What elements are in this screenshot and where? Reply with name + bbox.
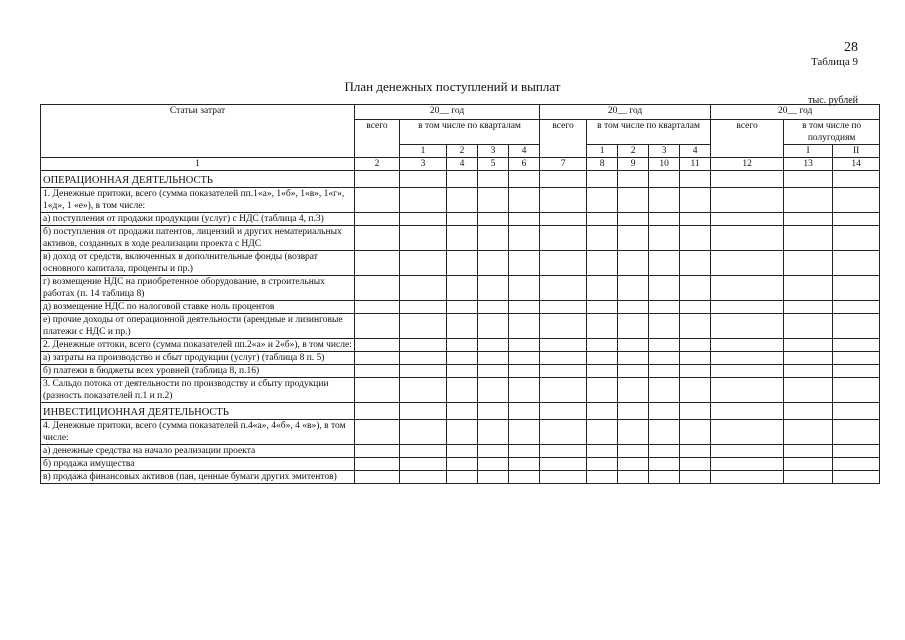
value-cell <box>478 171 509 188</box>
value-cell <box>649 339 680 352</box>
value-cell <box>680 471 711 484</box>
value-cell <box>400 420 447 445</box>
value-cell <box>447 365 478 378</box>
row-label: б) продажа имущества <box>41 458 355 471</box>
row-label: а) поступления от продажи продукции (услуг) с НДС (таблица 4, п.3) <box>41 213 355 226</box>
value-cell <box>447 171 478 188</box>
value-cell <box>618 445 649 458</box>
value-cell <box>680 213 711 226</box>
value-cell <box>400 403 447 420</box>
value-cell <box>447 403 478 420</box>
value-cell <box>400 276 447 301</box>
value-cell <box>587 365 618 378</box>
quarters-header-1: в том числе по кварталам <box>400 120 540 145</box>
section-heading: ОПЕРАЦИОННАЯ ДЕЯТЕЛЬНОСТЬ <box>41 171 355 188</box>
value-cell <box>680 301 711 314</box>
value-cell <box>680 445 711 458</box>
value-cell <box>784 458 833 471</box>
quarter-2: 2 <box>618 145 649 158</box>
value-cell <box>711 403 784 420</box>
value-cell <box>400 352 447 365</box>
value-cell <box>833 352 880 365</box>
table-row <box>41 420 880 445</box>
value-cell <box>355 458 400 471</box>
total-header-3: всего <box>711 120 784 158</box>
value-cell <box>355 213 400 226</box>
value-cell <box>649 226 680 251</box>
value-cell <box>833 378 880 403</box>
value-cell <box>478 213 509 226</box>
value-cell <box>355 301 400 314</box>
value-cell <box>447 276 478 301</box>
row-label: в) доход от средств, включенных в дополнительные фонды (возврат основного капитала, проценты и пр.) <box>41 251 355 276</box>
value-cell <box>649 276 680 301</box>
value-cell <box>618 226 649 251</box>
value-cell <box>711 420 784 445</box>
value-cell <box>540 420 587 445</box>
value-cell <box>478 226 509 251</box>
value-cell <box>587 276 618 301</box>
value-cell <box>784 471 833 484</box>
col-number: 7 <box>540 158 587 171</box>
value-cell <box>478 378 509 403</box>
value-cell <box>509 314 540 339</box>
row-label: д) возмещение НДС по налоговой ставке ноль процентов <box>41 301 355 314</box>
table-number: Таблица 9 <box>810 56 858 68</box>
value-cell <box>509 301 540 314</box>
value-cell <box>784 420 833 445</box>
value-cell <box>784 251 833 276</box>
value-cell <box>587 226 618 251</box>
value-cell <box>478 403 509 420</box>
value-cell <box>400 314 447 339</box>
table-row <box>41 301 880 314</box>
halves-header: в том числе по полугодиям <box>784 120 880 145</box>
value-cell <box>355 171 400 188</box>
value-cell <box>680 365 711 378</box>
value-cell <box>509 339 540 352</box>
value-cell <box>618 458 649 471</box>
table-row <box>41 458 880 471</box>
col-item-header: Статьи затрат <box>41 105 355 158</box>
half-2: II <box>833 145 880 158</box>
value-cell <box>711 458 784 471</box>
section-row <box>41 171 880 188</box>
value-cell <box>509 352 540 365</box>
value-cell <box>478 471 509 484</box>
value-cell <box>680 352 711 365</box>
value-cell <box>618 171 649 188</box>
value-cell <box>833 276 880 301</box>
value-cell <box>784 445 833 458</box>
quarter-4: 4 <box>509 145 540 158</box>
value-cell <box>355 365 400 378</box>
value-cell <box>509 365 540 378</box>
table-row <box>41 445 880 458</box>
table-row <box>41 352 880 365</box>
value-cell <box>711 352 784 365</box>
year-header-2: 20__ год <box>540 105 711 120</box>
value-cell <box>355 420 400 445</box>
value-cell <box>540 251 587 276</box>
value-cell <box>618 352 649 365</box>
value-cell <box>833 420 880 445</box>
col-number: 2 <box>355 158 400 171</box>
value-cell <box>400 213 447 226</box>
value-cell <box>833 251 880 276</box>
value-cell <box>784 301 833 314</box>
value-cell <box>478 314 509 339</box>
value-cell <box>833 365 880 378</box>
value-cell <box>711 276 784 301</box>
units-note: тыс. рублей <box>808 95 858 106</box>
value-cell <box>400 226 447 251</box>
value-cell <box>618 314 649 339</box>
value-cell <box>680 420 711 445</box>
value-cell <box>355 445 400 458</box>
value-cell <box>833 213 880 226</box>
quarter-1: 1 <box>587 145 618 158</box>
value-cell <box>784 403 833 420</box>
value-cell <box>618 471 649 484</box>
value-cell <box>447 301 478 314</box>
value-cell <box>509 445 540 458</box>
value-cell <box>540 403 587 420</box>
value-cell <box>355 251 400 276</box>
table-row <box>41 188 880 213</box>
value-cell <box>540 378 587 403</box>
value-cell <box>784 276 833 301</box>
value-cell <box>711 188 784 213</box>
value-cell <box>784 378 833 403</box>
value-cell <box>447 471 478 484</box>
row-label: а) денежные средства на начало реализации проекта <box>41 445 355 458</box>
value-cell <box>400 171 447 188</box>
value-cell <box>680 339 711 352</box>
value-cell <box>587 352 618 365</box>
col-number: 10 <box>649 158 680 171</box>
value-cell <box>478 420 509 445</box>
value-cell <box>784 352 833 365</box>
value-cell <box>649 314 680 339</box>
col-number: 3 <box>400 158 447 171</box>
value-cell <box>400 251 447 276</box>
value-cell <box>400 445 447 458</box>
value-cell <box>400 378 447 403</box>
value-cell <box>587 213 618 226</box>
value-cell <box>447 458 478 471</box>
half-1: I <box>784 145 833 158</box>
value-cell <box>447 378 478 403</box>
value-cell <box>711 251 784 276</box>
value-cell <box>447 251 478 276</box>
value-cell <box>649 213 680 226</box>
quarter-3: 3 <box>649 145 680 158</box>
value-cell <box>587 188 618 213</box>
value-cell <box>509 251 540 276</box>
value-cell <box>649 171 680 188</box>
quarter-2: 2 <box>447 145 478 158</box>
section-heading: ИНВЕСТИЦИОННАЯ ДЕЯТЕЛЬНОСТЬ <box>41 403 355 420</box>
table-row <box>41 339 880 352</box>
value-cell <box>400 301 447 314</box>
value-cell <box>587 471 618 484</box>
value-cell <box>711 378 784 403</box>
value-cell <box>833 458 880 471</box>
value-cell <box>447 352 478 365</box>
value-cell <box>509 213 540 226</box>
value-cell <box>784 314 833 339</box>
value-cell <box>478 339 509 352</box>
row-label: 2. Денежные оттоки, всего (сумма показателей пп.2«а» и 2«б»), в том числе: <box>41 339 355 352</box>
value-cell <box>618 251 649 276</box>
value-cell <box>618 276 649 301</box>
value-cell <box>540 276 587 301</box>
value-cell <box>478 458 509 471</box>
value-cell <box>833 403 880 420</box>
value-cell <box>618 365 649 378</box>
value-cell <box>587 171 618 188</box>
value-cell <box>784 171 833 188</box>
value-cell <box>649 378 680 403</box>
value-cell <box>649 403 680 420</box>
value-cell <box>680 188 711 213</box>
value-cell <box>711 339 784 352</box>
total-header-1: всего <box>355 120 400 158</box>
value-cell <box>509 378 540 403</box>
value-cell <box>833 171 880 188</box>
value-cell <box>478 352 509 365</box>
col-number: 5 <box>478 158 509 171</box>
col-number: 4 <box>447 158 478 171</box>
value-cell <box>509 458 540 471</box>
row-label: е) прочие доходы от операционной деятельности (арендные и лизинговые платежи с НДС и пр.) <box>41 314 355 339</box>
value-cell <box>587 458 618 471</box>
value-cell <box>509 226 540 251</box>
cash-flow-plan-table <box>40 104 880 484</box>
value-cell <box>355 276 400 301</box>
value-cell <box>540 339 587 352</box>
value-cell <box>680 226 711 251</box>
value-cell <box>587 378 618 403</box>
value-cell <box>711 365 784 378</box>
value-cell <box>618 339 649 352</box>
value-cell <box>833 445 880 458</box>
value-cell <box>355 226 400 251</box>
value-cell <box>447 339 478 352</box>
value-cell <box>784 339 833 352</box>
value-cell <box>509 471 540 484</box>
value-cell <box>649 352 680 365</box>
value-cell <box>649 301 680 314</box>
col-number: 8 <box>587 158 618 171</box>
col-number: 13 <box>784 158 833 171</box>
table-row <box>41 226 880 251</box>
value-cell <box>711 301 784 314</box>
value-cell <box>509 276 540 301</box>
column-numbers-row <box>41 158 880 171</box>
value-cell <box>355 188 400 213</box>
value-cell <box>649 188 680 213</box>
value-cell <box>784 188 833 213</box>
value-cell <box>447 445 478 458</box>
value-cell <box>649 420 680 445</box>
quarter-4: 4 <box>680 145 711 158</box>
value-cell <box>680 171 711 188</box>
value-cell <box>587 403 618 420</box>
value-cell <box>680 378 711 403</box>
value-cell <box>509 420 540 445</box>
section-row <box>41 403 880 420</box>
value-cell <box>478 365 509 378</box>
value-cell <box>833 314 880 339</box>
value-cell <box>649 445 680 458</box>
col-number: 12 <box>711 158 784 171</box>
value-cell <box>355 352 400 365</box>
value-cell <box>540 171 587 188</box>
value-cell <box>587 314 618 339</box>
row-label: г) возмещение НДС на приобретенное оборудование, в строительных работах (п. 14 таблица 8) <box>41 276 355 301</box>
value-cell <box>711 314 784 339</box>
table-row <box>41 365 880 378</box>
value-cell <box>447 420 478 445</box>
year-header-1: 20__ год <box>355 105 540 120</box>
table-row <box>41 471 880 484</box>
col-number: 6 <box>509 158 540 171</box>
value-cell <box>587 420 618 445</box>
value-cell <box>680 458 711 471</box>
value-cell <box>478 188 509 213</box>
value-cell <box>540 458 587 471</box>
value-cell <box>587 445 618 458</box>
value-cell <box>400 339 447 352</box>
row-label: б) поступления от продажи патентов, лицензий и других нематериальных активов, созданных в ходе реализации проекта с НДС <box>41 226 355 251</box>
value-cell <box>540 301 587 314</box>
value-cell <box>833 188 880 213</box>
value-cell <box>400 471 447 484</box>
value-cell <box>540 188 587 213</box>
value-cell <box>784 213 833 226</box>
quarter-3: 3 <box>478 145 509 158</box>
row-label: 1. Денежные притоки, всего (сумма показателей пп.1«а», 1«б», 1«в», 1«г», 1«д», 1 «е»), в том числе: <box>41 188 355 213</box>
value-cell <box>680 403 711 420</box>
value-cell <box>618 301 649 314</box>
value-cell <box>355 378 400 403</box>
row-label: б) платежи в бюджеты всех уровней (таблица 8, п.16) <box>41 365 355 378</box>
value-cell <box>649 365 680 378</box>
page-title: План денежных поступлений и выплат <box>344 79 561 94</box>
value-cell <box>711 171 784 188</box>
value-cell <box>587 251 618 276</box>
table-row <box>41 378 880 403</box>
value-cell <box>680 276 711 301</box>
value-cell <box>711 226 784 251</box>
total-header-2: всего <box>540 120 587 158</box>
value-cell <box>478 276 509 301</box>
value-cell <box>355 471 400 484</box>
value-cell <box>618 188 649 213</box>
row-label: в) продажа финансовых активов (пан, ценные бумаги других эмитентов) <box>41 471 355 484</box>
page-number: 28 <box>844 40 858 55</box>
value-cell <box>540 226 587 251</box>
table-row <box>41 276 880 301</box>
value-cell <box>447 188 478 213</box>
value-cell <box>478 251 509 276</box>
value-cell <box>400 365 447 378</box>
value-cell <box>587 301 618 314</box>
table-row <box>41 213 880 226</box>
value-cell <box>509 403 540 420</box>
value-cell <box>355 314 400 339</box>
value-cell <box>649 458 680 471</box>
value-cell <box>540 365 587 378</box>
value-cell <box>711 445 784 458</box>
quarters-header-2: в том числе по кварталам <box>587 120 711 145</box>
value-cell <box>784 226 833 251</box>
value-cell <box>478 301 509 314</box>
value-cell <box>540 213 587 226</box>
table-row <box>41 251 880 276</box>
header-row-years <box>41 105 880 120</box>
value-cell <box>447 226 478 251</box>
value-cell <box>680 314 711 339</box>
value-cell <box>711 213 784 226</box>
value-cell <box>833 226 880 251</box>
value-cell <box>540 471 587 484</box>
value-cell <box>680 251 711 276</box>
value-cell <box>618 378 649 403</box>
col-number: 9 <box>618 158 649 171</box>
value-cell <box>478 445 509 458</box>
value-cell <box>447 314 478 339</box>
row-label: 3. Сальдо потока от деятельности по производству и сбыту продукции (разность показателей п.1 и п.2) <box>41 378 355 403</box>
col-number: 1 <box>41 158 355 171</box>
value-cell <box>833 339 880 352</box>
col-number: 14 <box>833 158 880 171</box>
quarter-1: 1 <box>400 145 447 158</box>
row-label: 4. Денежные притоки, всего (сумма показателей п.4«а», 4«б», 4 «в»), в том числе: <box>41 420 355 445</box>
value-cell <box>447 213 478 226</box>
col-number: 11 <box>680 158 711 171</box>
value-cell <box>509 188 540 213</box>
value-cell <box>355 403 400 420</box>
table-row <box>41 314 880 339</box>
value-cell <box>400 458 447 471</box>
value-cell <box>540 445 587 458</box>
value-cell <box>540 352 587 365</box>
value-cell <box>618 420 649 445</box>
year-header-3: 20__ год <box>711 105 880 120</box>
value-cell <box>833 301 880 314</box>
value-cell <box>711 471 784 484</box>
value-cell <box>509 171 540 188</box>
value-cell <box>355 339 400 352</box>
value-cell <box>833 471 880 484</box>
value-cell <box>587 339 618 352</box>
value-cell <box>618 403 649 420</box>
value-cell <box>400 188 447 213</box>
value-cell <box>540 314 587 339</box>
value-cell <box>649 471 680 484</box>
value-cell <box>618 213 649 226</box>
value-cell <box>649 251 680 276</box>
value-cell <box>784 365 833 378</box>
row-label: а) затраты на производство и сбыт продукции (услуг) (таблица 8 п. 5) <box>41 352 355 365</box>
